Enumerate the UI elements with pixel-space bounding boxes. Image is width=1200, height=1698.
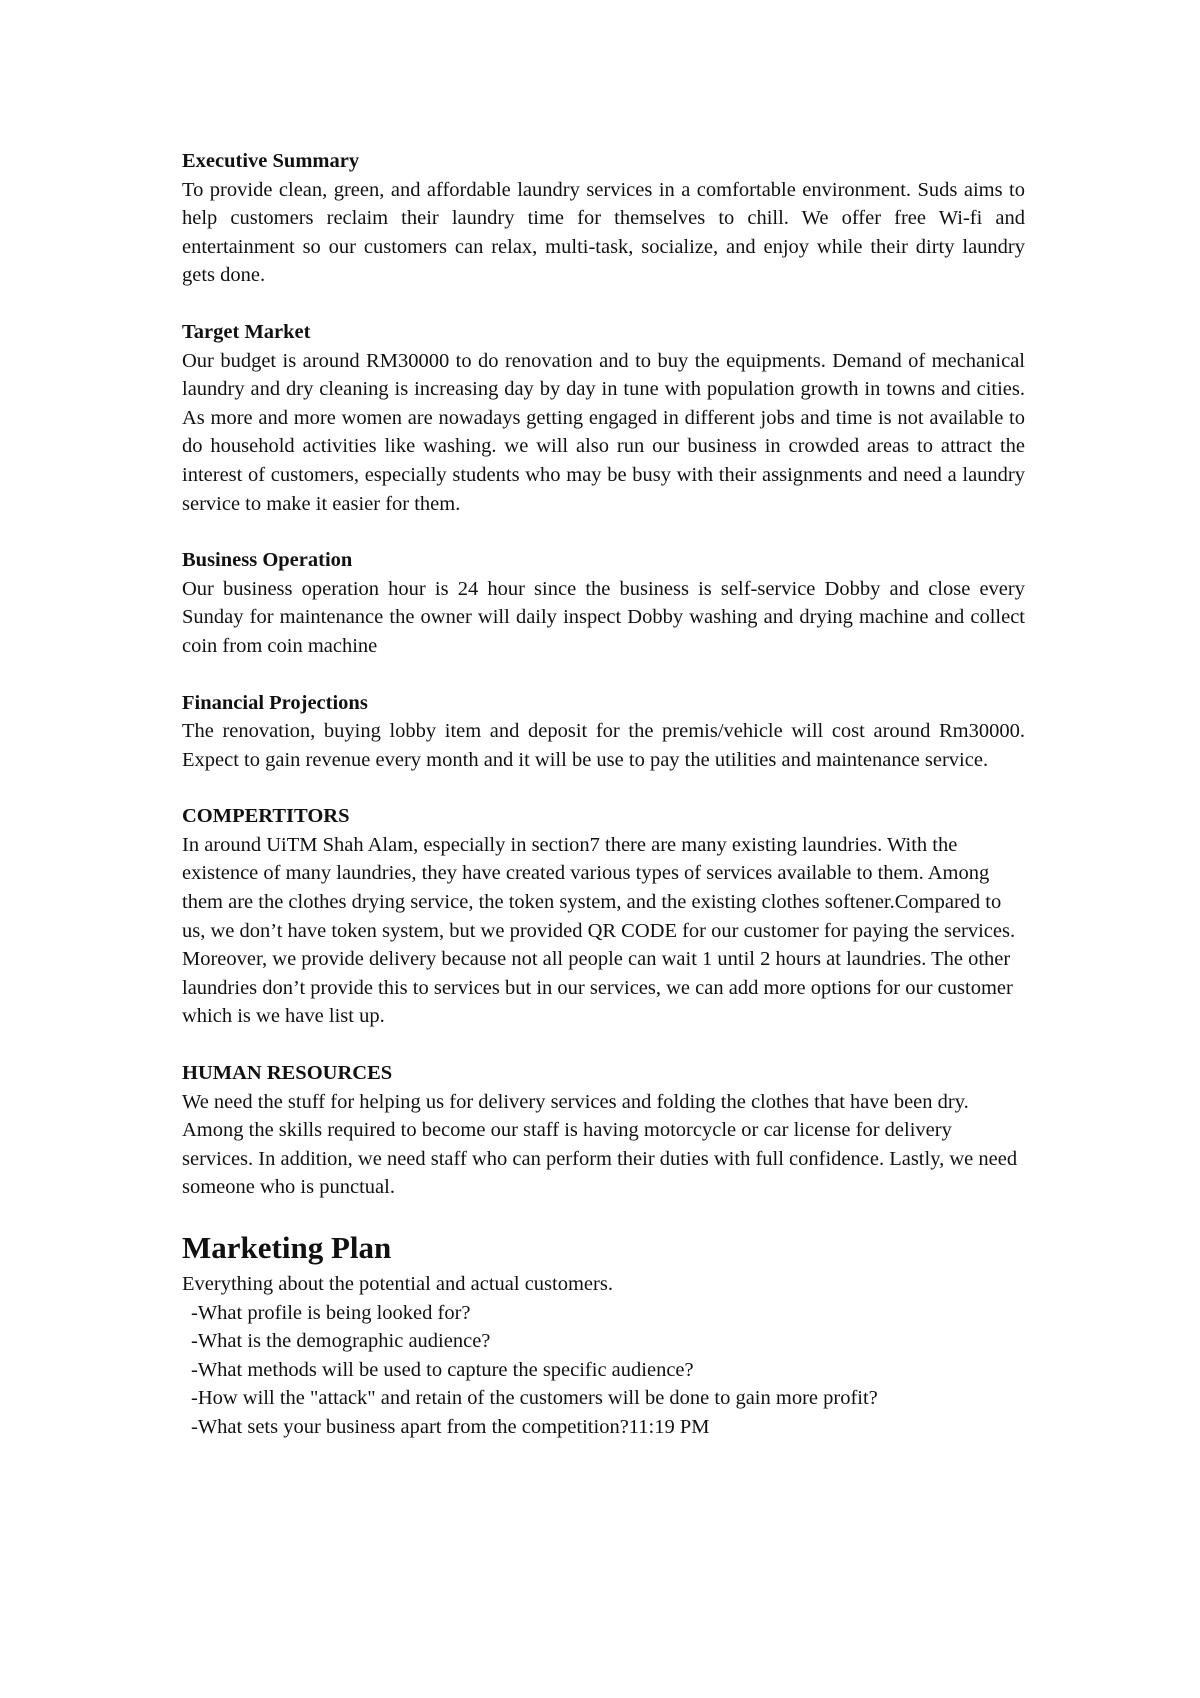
section-heading: Financial Projections xyxy=(182,691,368,714)
section-body: We need the stuff for helping us for delivery services and folding the clothes that have been dry. Among the skills required to become our staff is having motorcycle or car license for delivery services. In addition, we need staff who can perform their duties with full confidence. Lastly, we need someone who is punctual. xyxy=(182,1090,1018,1199)
section-body: Our business operation hour is 24 hour since the business is self-service Dobby and close every Sunday for maintenance the owner will daily inspect Dobby washing and drying machine and collect coin from coin machine xyxy=(182,577,1025,657)
section-body: The renovation, buying lobby item and deposit for the premis/vehicle will cost around Rm30000. Expect to gain revenue every month and it will be use to pay the utilities and maintenance service. xyxy=(182,720,1025,771)
section-executive-summary xyxy=(182,147,1025,290)
section-human-resources xyxy=(182,1059,1025,1202)
section-body: In around UiTM Shah Alam, especially in section7 there are many existing laundries. With the existence of many laundries, they have created various types of services available to them. Among them are the clothes drying service, the token system, and the existing clothes softener.Compared to us, we don’t have token system, but we provided QR CODE for our customer for paying the services. Moreover, we provide delivery because not all people can wait 1 until 2 hours at laundries. The other laundries don’t provide this to services but in our services, we can add more options for our customer which is we have list up. xyxy=(182,833,1016,1028)
section-heading: Target Market xyxy=(182,320,311,343)
section-heading: Business Operation xyxy=(182,549,353,572)
section-business-operation xyxy=(182,546,1025,660)
section-competitors xyxy=(182,802,1025,1031)
section-body: To provide clean, green, and affordable laundry services in a comfortable environment. Suds aims to help customers reclaim their laundry time for themselves to chill. We offer free Wi-fi and entertainment so our customers can relax, multi-task, socialize, and enjoy while their dirty laundry gets done. xyxy=(182,178,1025,287)
list-item: -What is the demographic audience? xyxy=(191,1330,491,1353)
section-financial-projections xyxy=(182,689,1025,775)
list-item: -What profile is being looked for? xyxy=(191,1301,471,1324)
section-heading: HUMAN RESOURCES xyxy=(182,1062,393,1085)
section-marketing-plan xyxy=(182,1230,1025,1442)
marketing-plan-intro: Everything about the potential and actual customers. xyxy=(182,1273,613,1295)
section-body: Our budget is around RM30000 to do renovation and to buy the equipments. Demand of mechanical laundry and dry cleaning is increasing day by day in tune with population growth in towns and cities. As more and more women are nowadays getting engaged in different jobs and time is not available to do household activities like washing. we will also run our business in crowded areas to attract the interest of customers, especially students who may be busy with their assignments and need a laundry service to make it easier for them. xyxy=(182,349,1025,515)
marketing-question-list xyxy=(182,1299,1025,1442)
document-body xyxy=(182,147,1025,1442)
marketing-plan-title: Marketing Plan xyxy=(182,1230,392,1265)
section-heading: COMPERTITORS xyxy=(182,805,350,828)
list-item: -What methods will be used to capture the specific audience? xyxy=(191,1358,694,1381)
list-item: -How will the "attack" and retain of the customers will be done to gain more profit? xyxy=(191,1387,878,1410)
section-heading: Executive Summary xyxy=(182,150,360,172)
list-item: -What sets your business apart from the competition?11:19 PM xyxy=(191,1415,710,1438)
section-target-market xyxy=(182,318,1025,518)
